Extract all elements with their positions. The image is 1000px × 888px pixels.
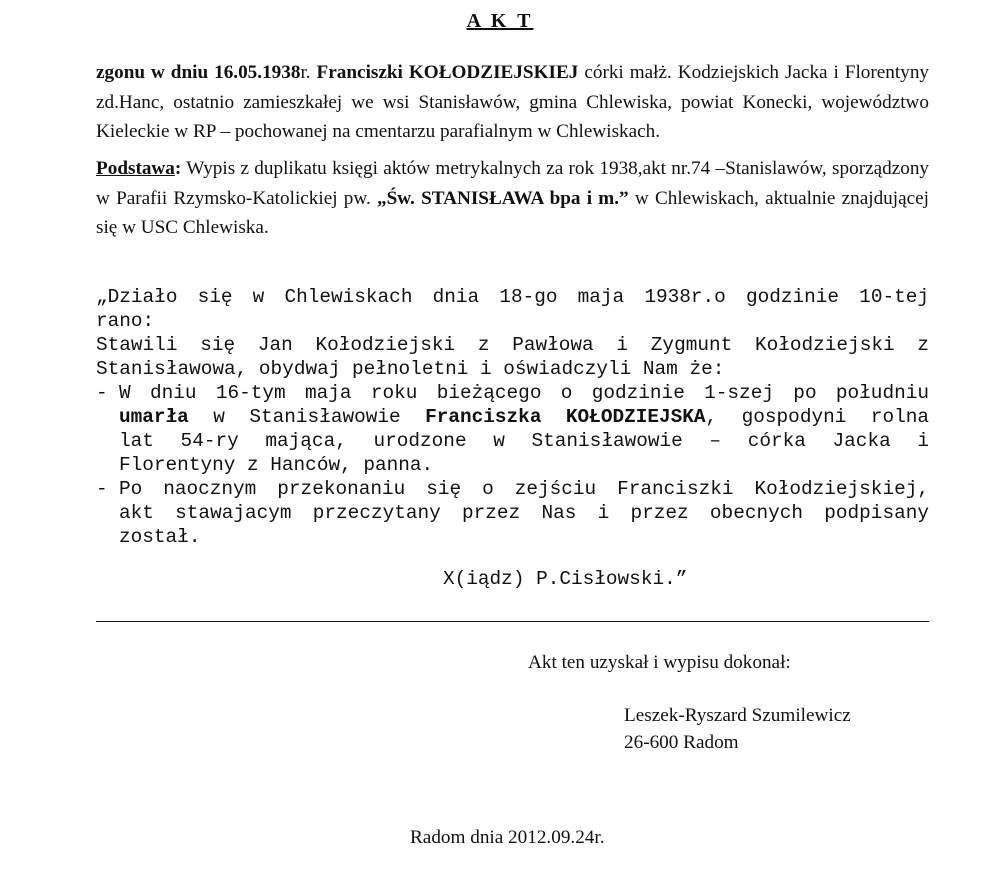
bullet-2-text-1: Po naocznym przekonaniu się o zejściu Franciszki Kołodziejskiej, — [119, 478, 929, 500]
certification-label: Akt ten uzyskał i wypisu dokonał: — [528, 652, 791, 673]
bullet-2-line-1 — [96, 477, 929, 501]
basis-parish-post: w Chlewiskach, — [628, 187, 759, 209]
basis-parish-name: „Św. STANISŁAWA bpa i m.” — [377, 187, 629, 209]
intro-lead-suffix: r. — [300, 62, 311, 83]
basis-location: aktualnie znajdującej się w USC Chlewiska. — [96, 187, 929, 238]
intro-last-name: KOŁODZIEJSKIEJ — [408, 62, 579, 83]
quote-line-4: Stanisławowa, obydwaj pełnoletni i oświadczyli Nam że: — [96, 358, 725, 380]
bullet-dash-2: - — [96, 478, 108, 500]
intro-parents: córki małż. Kodziejskich Jacka i — [584, 62, 839, 83]
quote-line-2: rano: — [96, 310, 155, 332]
document-title: A K T — [466, 10, 534, 32]
basis-paragraph — [96, 154, 929, 243]
intro-lead: zgonu w dniu 16.05.1938 — [96, 62, 301, 83]
author-address: 26-600 Radom — [624, 732, 739, 753]
death-record-intro — [96, 58, 929, 147]
bullet-2-line-2: akt stawajacym przeczytany przez Nas i przez obecnych podpisany — [119, 502, 929, 524]
bullet-1-deceased-name: Franciszka KOŁODZIEJSKA — [425, 406, 706, 428]
intro-first-name: Franciszki — [316, 62, 403, 83]
document-date: Radom dnia 2012.09.24r. — [410, 827, 605, 848]
bullet-1-line-4: Florentyny z Hanców, panna. — [119, 454, 434, 476]
bullet-1-text-1: W dniu 16-tym maja roku bieżącego o godzinie 1-szej po południu — [119, 382, 929, 404]
basis-parish-pre: sporządzony w Parafii Rzymsko-Katolickiej pw. — [96, 158, 930, 209]
basis-colon: : — [174, 158, 182, 179]
bullet-1-line-3: lat 54-ry mająca, urodzone w Stanisławowie – córka Jacka i — [119, 430, 929, 452]
bullet-1-line-1 — [96, 381, 929, 405]
intro-burial: województwo Kieleckie w RP – pochowanej na cmentarzu parafialnym w Chlewiskach. — [96, 91, 929, 142]
quote-line-1: „Działo się w Chlewiskach dnia 18-go maja 1938r.o godzinie 10-tej — [96, 286, 929, 308]
bullet-1-mid: w Stanisławowie — [188, 406, 426, 428]
priest-signature: X(iądz) P.Cisłowski.” — [443, 568, 688, 590]
bullet-1-occupation: , gospodyni rolna — [705, 406, 929, 428]
basis-source: Wypis z duplikatu księgi aktów metrykalnych za rok 1938,akt nr.74 –Stanislawów, — [186, 158, 827, 179]
quoted-record — [96, 285, 929, 549]
basis-label: Podstawa — [96, 158, 175, 179]
bullet-1-line-2 — [96, 405, 929, 429]
author-name: Leszek-Ryszard Szumilewicz — [624, 705, 851, 726]
bullet-dash-1: - — [96, 382, 108, 404]
author-block — [624, 702, 851, 756]
intro-residence: Florentyny zd.Hanc, ostatnio zamieszkałej we wsi Stanisławów, gmina Chlewiska, powiat Konecki, — [96, 62, 930, 113]
separator-line — [96, 621, 929, 622]
quote-line-3: Stawili się Jan Kołodziejski z Pawłowa i Zygmunt Kołodziejski z — [96, 334, 929, 356]
bullet-2-line-3: został. — [119, 526, 201, 548]
bullet-1-died: umarła — [119, 406, 189, 428]
